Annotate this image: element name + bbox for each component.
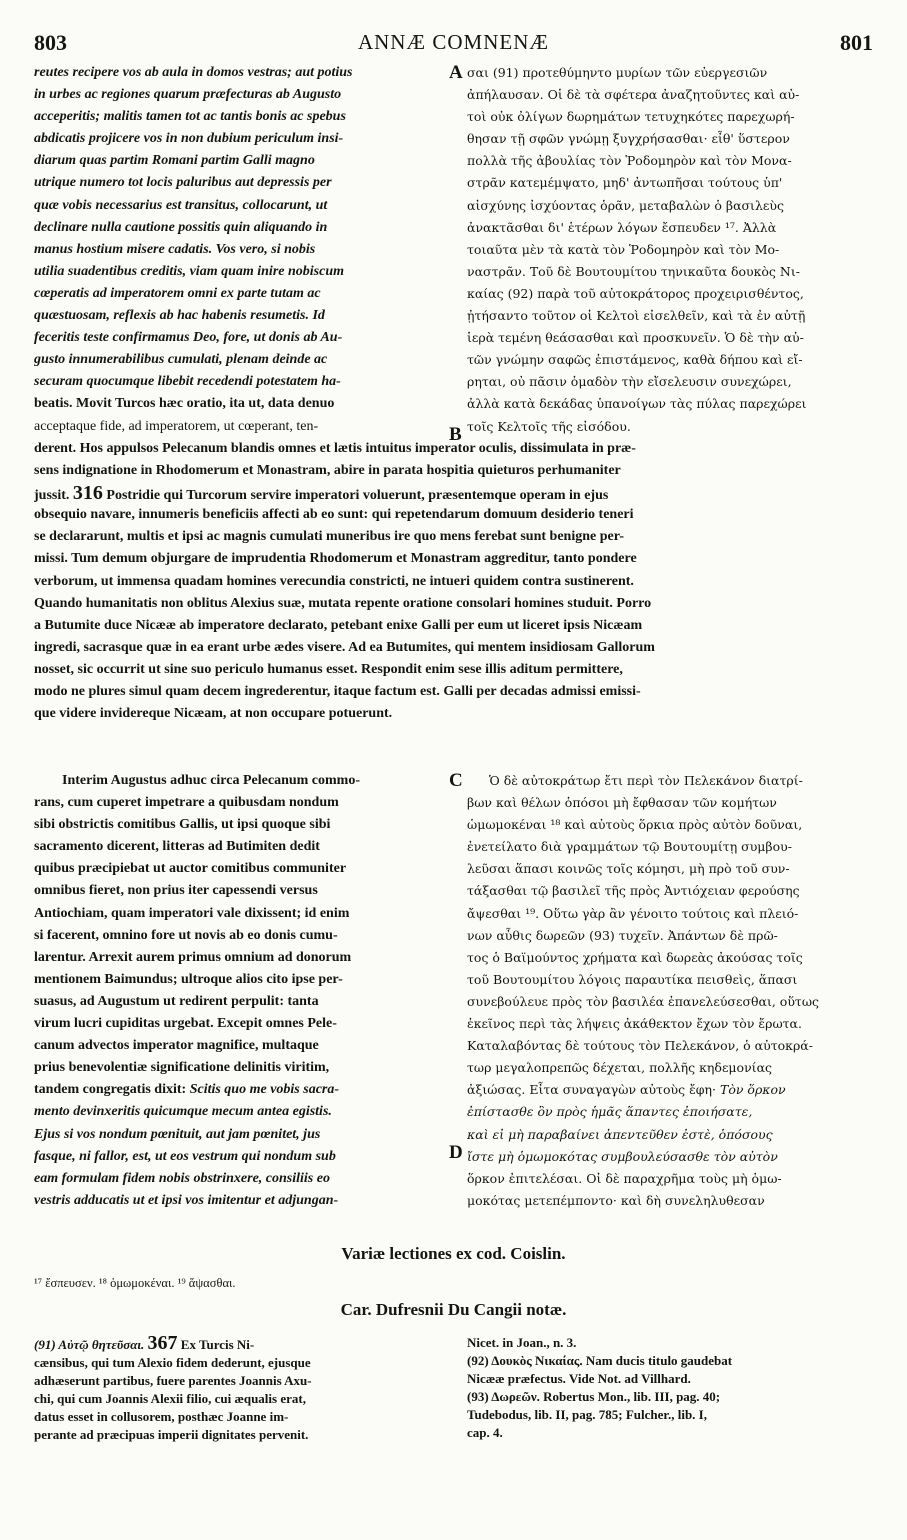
text-line: in urbes ac regiones quarum præfecturas ab Augusto <box>34 87 342 103</box>
text-line: Antiochiam, quam imperatori vale dixissent; id enim <box>34 905 350 921</box>
text-line: τοιαῦτα μὲν τὰ κατὰ τὸν Ῥοδομηρὸν καὶ τὸν Μο- <box>467 241 780 257</box>
text-line: αἰσχύνης ἰσχύοντας ὁρᾶν, μεταβαλὼν ὁ βασιλεὺς <box>467 197 784 213</box>
text-line: ἄψεσθαι ¹⁹. Οὕτω γὰρ ἂν γένοιτο τούτοις καὶ πλειό- <box>467 905 799 921</box>
greek-column-bottom <box>467 770 881 1212</box>
text-fragment: ἀξιώσας. Εἶτα συναγαγὼν αὐτοὺς ἔφη· <box>467 1082 716 1098</box>
text-line: ὡμωμοκέναι ¹⁸ καὶ αὐτοὺς ὅρκια πρὸς αὐτὸν δοῦναι, <box>467 817 803 833</box>
text-line: ἀνακτᾶσθαι δι' ἑτέρων λόγων ἔσπευδεν ¹⁷. Ἀλλὰ <box>467 219 777 235</box>
text-line: rans, cum cuperet impetrare a quibusdam nondum <box>34 795 339 811</box>
text-line: se declararunt, multis et ipsi ac magnis cumulati muneribus ire quo mens ferebat sunt benigne per- <box>34 529 625 545</box>
text-line: τος ὁ Βαϊμούντος χρήματα καὶ δωρεὰς ἀκούσας τοῖς <box>467 949 803 965</box>
text-line: τοῦ Βουτουμίτου λόγοις παραυτίκα πεισθεὶς, ἅπασι <box>467 971 798 987</box>
note-line: Nicææ præfectus. Vide Not. ad Villhard. <box>467 1371 691 1386</box>
text-line: βων καὶ θέλων ὁπόσοι μὴ ἔφθασαν τῶν κομήτων <box>467 795 777 811</box>
text-line: ᾐτήσαντο τοῦτον οἱ Κελτοὶ εἰσελθεῖν, καὶ τὰ ἐν αὐτῇ <box>467 308 806 324</box>
greek-column-top <box>467 62 881 438</box>
text-line: virum lucri cupiditas urgebat. Excepit omnes Pele- <box>34 1016 337 1032</box>
text-line: τάξασθαι τῷ βασιλεῖ τῆς πρὸς Ἀντιόχειαν φερούσης <box>467 883 800 899</box>
text-line: νων αὖθις δωρεῶν (93) τυχεῖν. Ἀπάντων δὲ πρῶ- <box>467 927 778 943</box>
text-line: quæstuosam, reflexis ab hac habenis resumetis. Id <box>34 308 325 324</box>
text-line: canum advectos imperator magnifice, multaque <box>34 1038 319 1054</box>
text-line: securam quocumque libebit recedendi potestatem ha- <box>34 374 341 390</box>
text-line: suasus, ad Augustum ut redirent perpulit: tanta <box>34 993 319 1009</box>
note-line: adhæserunt partibus, fuere parentes Joannis Axu- <box>34 1373 312 1388</box>
text-fragment: tandem congregatis dixit: <box>34 1082 187 1098</box>
text-line: missi. Tum demum objurgare de imprudentia Rhodomerum et Monastram aggreditur, tanto pondere <box>34 551 637 567</box>
margin-letter-c: C <box>449 770 463 791</box>
text-line: Ejus si vos nondum pœnituit, aut jam pœnitet, jus <box>34 1126 321 1142</box>
text-line: acceperitis; malitis tamen tot ac tantis bonis ac spebus <box>34 109 346 125</box>
text-fragment: Τὸν ὅρκον <box>719 1082 786 1098</box>
variae-notes: ¹⁷ ἔσπευσεν. ¹⁸ ὁμωμοκέναι. ¹⁹ ἅψασθαι. <box>34 1276 236 1290</box>
text-line: diarum quas partim Romani partim Galli magno <box>34 153 315 169</box>
text-line: a Butumite duce Nicææ ab imperatore declarato, petebant enixe Galli per eum ut liceret ipsis Nicæam <box>34 617 643 633</box>
text-line: prius benevolentiæ significatione delinitis viritim, <box>34 1060 330 1076</box>
text-line: θησαν τῇ σφῶν γνώμῃ ξυγχρήσασθαι· εἶθ' ὕστερον <box>467 131 790 147</box>
page-header <box>34 30 873 60</box>
text-line: ἐκεῖνος περὶ τὰς λήψεις ἀκάθεκτον ἔχων τὸν ἔρωτα. <box>467 1016 802 1032</box>
note-line: chi, qui cum Joannis Alexii filio, cui æqualis erat, <box>34 1391 306 1406</box>
text-fragment: jussit. <box>34 488 70 504</box>
variae-heading: Variæ lectiones ex cod. Coislin. <box>341 1244 566 1263</box>
text-fragment: Postridie qui Turcorum servire imperatori voluerunt, præsentemque operam in ejus <box>106 488 609 504</box>
notes-left-column <box>34 1334 454 1444</box>
text-line: καίας (92) παρὰ τοῦ αὐτοκράτορος προχειρισθέντος, <box>467 285 804 301</box>
text-line: mento devinxeritis quicumque mecum antea egistis. <box>34 1104 332 1120</box>
text-line: cœperatis ad imperatorem omni ex parte tutam ac <box>34 285 321 301</box>
note-line: cap. 4. <box>467 1425 503 1440</box>
text-line: modo ne plures simul quam decem ingrederentur, itaque factum est. Galli per decadas admissi emissi- <box>34 684 641 700</box>
latin-column-bottom <box>34 770 444 1212</box>
note-line: (93) Δωρεῶν. Robertus Mon., lib. III, pag. 40; <box>467 1389 721 1404</box>
text-fragment: Scitis quo me vobis sacra- <box>189 1082 340 1098</box>
text-line: que videre invidereque Nicæam, at non occupare potuerunt. <box>34 706 393 722</box>
text-line: utrique numero tot locis paluribus aut depressis per <box>34 175 332 191</box>
text-line: vestris adducatis ut et ipsi vos imitentur et adjungan- <box>34 1192 339 1208</box>
text-line: quæ vobis necessarius est transitus, collocarunt, ut <box>34 197 328 213</box>
margin-letter-a: A <box>449 62 463 83</box>
text-fragment: Ex Turcis Ni- <box>180 1337 255 1352</box>
note-line: Nicet. in Joan., n. 3. <box>467 1335 577 1350</box>
text-line: gusto innumerabilibus cumulati, plenam deinde ac <box>34 352 328 368</box>
text-line: sens indignatione in Rhodomerum et Monastram, abire in parata hospitia quieturos perhumaniter <box>34 463 621 479</box>
text-line: καὶ εἰ μὴ παραβαίνει ἀπεντεῦθεν ἐστὲ, ὁπόσους <box>467 1126 773 1142</box>
text-line: ἀλλὰ κατὰ δεκάδας ὑπανοίγων τὰς πύλας παρεχώρει <box>467 396 807 412</box>
left-page-number: 803 <box>34 30 67 55</box>
text-line: ὅρκον ἐπιτελέσαι. Οἱ δὲ παραχρῆμα τοὺς μὴ ὁμω- <box>467 1170 782 1186</box>
text-line: utilia suadentibus creditis, viam quam inire nobiscum <box>34 263 344 279</box>
text-line: Καταλαβόντας δὲ τούτους τὸν Πελεκάνον, ὁ αὐτοκρά- <box>467 1038 813 1054</box>
text-line: sacramento dicerent, litteras ad Butimiten dedit <box>34 839 320 855</box>
text-line: nosset, sic occurrit ut sine suo periculo humanus esset. Respondit enim sese illis aditum permittere, <box>34 661 623 677</box>
text-line: verborum, ut immensa quadam homines verecundia constricti, ne intueri quidem contra sustinerent. <box>34 573 634 589</box>
text-line <box>34 1079 444 1101</box>
text-line: τῶν γνώμην σαφῶς ἐπιστάμενος, καθὰ δήπου καὶ εἴ- <box>467 352 803 368</box>
text-line: λεῦσαι ἅπασι κοινῶς τοῖς κόμησι, μὴ πρὸ τοῦ συν- <box>467 861 790 877</box>
text-line: στρᾶν κατεμέμψατο, μηδ' ἀντωπῆσαι τούτους ὑπ' <box>467 175 783 191</box>
text-line: Quando humanitatis non oblitus Alexius suæ, mutata repente oratione consolari homines studuit. Porro <box>34 595 652 611</box>
text-line: omnibus fieret, non prius iter capessendi versus <box>34 883 318 899</box>
text-line: ἱερὰ τεμένη θεάσασθαι καὶ προσκυνεῖν. Ὁ δὲ τὴν αὐ- <box>467 330 804 346</box>
text-line: larentur. Arrexit aurem primus omnium ad donorum <box>34 949 352 965</box>
text-line: ἐπίστασθε ὃν πρὸς ἡμᾶς ἅπαντες ἐποιήσατε, <box>467 1104 753 1120</box>
text-line: ἴστε μὴ ὁμωμοκότας συμβουλεύσασθε τὸν αὐτὸν <box>467 1148 778 1164</box>
text-line: mentionem Baimundus; ultroque alios cito ipse per- <box>34 971 343 987</box>
text-line: ἀπήλαυσαν. Οἱ δὲ τὰ σφέτερα ἀναζητοῦντες καὶ αὐ- <box>467 87 800 103</box>
text-line: obsequio navare, innumeris beneficiis affecti ab eo sunt: qui repetendarum domuum desiderio teneri <box>34 507 634 523</box>
text-line: ρηται, οὐ πᾶσιν ὁμαδὸν τὴν εἴσελευσιν συνεχώρει, <box>467 374 792 390</box>
note-line: perante ad præcipuas imperii dignitates pervenit. <box>34 1427 309 1442</box>
latin-column-top <box>34 62 444 438</box>
text-line: ναστρᾶν. Τοῦ δὲ Βουτουμίτου τηνικαῦτα δουκὸς Νι- <box>467 263 800 279</box>
text-line: eam formulam fidem nobis obstrinxere, consiliis eo <box>34 1170 330 1186</box>
notae-heading: Car. Dufresnii Du Cangii notæ. <box>340 1300 567 1319</box>
text-line: τοὶ οὐκ ὀλίγων δωρημάτων τετυχηκότες παρεχωρή- <box>467 109 795 125</box>
text-line: quibus præcipiebat ut auctor comitibus communiter <box>34 861 347 877</box>
note-lemma: (91) Αὐτῷ θητεῦσαι. <box>34 1337 145 1352</box>
notes-right-column <box>467 1334 881 1442</box>
right-page-number: 801 <box>840 30 873 55</box>
text-line: Ὁ δὲ αὐτοκράτωρ ἔτι περὶ τὸν Πελεκάνον διατρί- <box>489 773 803 788</box>
text-line: ἐνετείλατο διὰ γραμμάτων τῷ Βουτουμίτῃ συμβου- <box>467 839 792 855</box>
text-line: acceptaque fide, ad imperatorem, ut cœperant, ten- <box>34 418 319 434</box>
note-line: cænsibus, qui tum Alexio fidem dederunt, ejusque <box>34 1355 311 1370</box>
text-line: τωρ μεγαλοπρεπῶς δέχεται, πολλῆς κηδεμονίας <box>467 1060 773 1076</box>
text-line: manus hostium misere cadatis. Vos vero, si nobis <box>34 241 316 257</box>
text-line: declinare nulla cautione possitis quin aliquando in <box>34 219 328 235</box>
column-number-367: 367 <box>147 1334 178 1354</box>
text-line: τοῖς Κελτοῖς τῆς εἰσόδου. <box>467 418 631 434</box>
text-line: συνεβούλευε πρὸς τὸν βασιλέα ἐπανελεύσεσθαι, οὕτως <box>467 993 820 1009</box>
text-line: abdicatis projicere vos in non dubium periculum insi- <box>34 131 344 147</box>
text-line <box>34 482 874 504</box>
note-line: (92) Δουκὸς Νικαίας. Nam ducis titulo gaudebat <box>467 1353 733 1368</box>
text-line: fasque, ni fallor, est, ut eos vestrum qui nondum sub <box>34 1148 336 1164</box>
text-line: sibi obstrictis comitibus Gallis, ut ipsi quoque sibi <box>34 817 331 833</box>
margin-letter-b: B <box>449 424 462 445</box>
text-line: beatis. Movit Turcos hæc oratio, ita ut, data denuo <box>34 396 335 412</box>
text-line: μοκότας μετεπέμποντο· καὶ δὴ συνεληλυθεσαν <box>467 1192 765 1208</box>
latin-fullwidth-paragraph <box>34 438 874 725</box>
margin-letter-d: D <box>449 1142 463 1163</box>
note-line <box>34 1334 454 1354</box>
running-title: ANNÆ COMNENÆ <box>357 30 550 54</box>
text-line: feceritis teste confirmamus Deo, fore, ut donis ab Au- <box>34 330 343 346</box>
text-line: reutes recipere vos ab aula in domos vestras; aut potius <box>34 65 353 80</box>
text-line: ingredi, sacrasque quæ in ea erant urbe ædes visere. Ad ea Butumites, qui mentem insidiosam Gallorum <box>34 639 655 655</box>
column-number-316: 316 <box>72 482 103 505</box>
text-line: derent. Hos appulsos Pelecanum blandis omnes et lætis intuitus imperator oculis, dissimulata in præ- <box>34 441 636 456</box>
note-line: Tudebodus, lib. II, pag. 785; Fulcher., lib. I, <box>467 1407 707 1422</box>
text-line: Interim Augustus adhuc circa Pelecanum commo- <box>62 773 360 788</box>
note-line: datus esset in collusorem, posthæc Joanne im- <box>34 1409 289 1424</box>
text-line: si facerent, omnino fore ut novis ab eo donis cumu- <box>34 927 338 943</box>
text-line: σαι (91) προτεθύμηντο μυρίων τῶν εὐεργεσιῶν <box>467 65 768 80</box>
text-line: πολλὰ τῆς ἀβουλίας τὸν Ῥοδομηρὸν καὶ τὸν Μονα- <box>467 153 792 169</box>
text-line <box>467 1079 881 1101</box>
